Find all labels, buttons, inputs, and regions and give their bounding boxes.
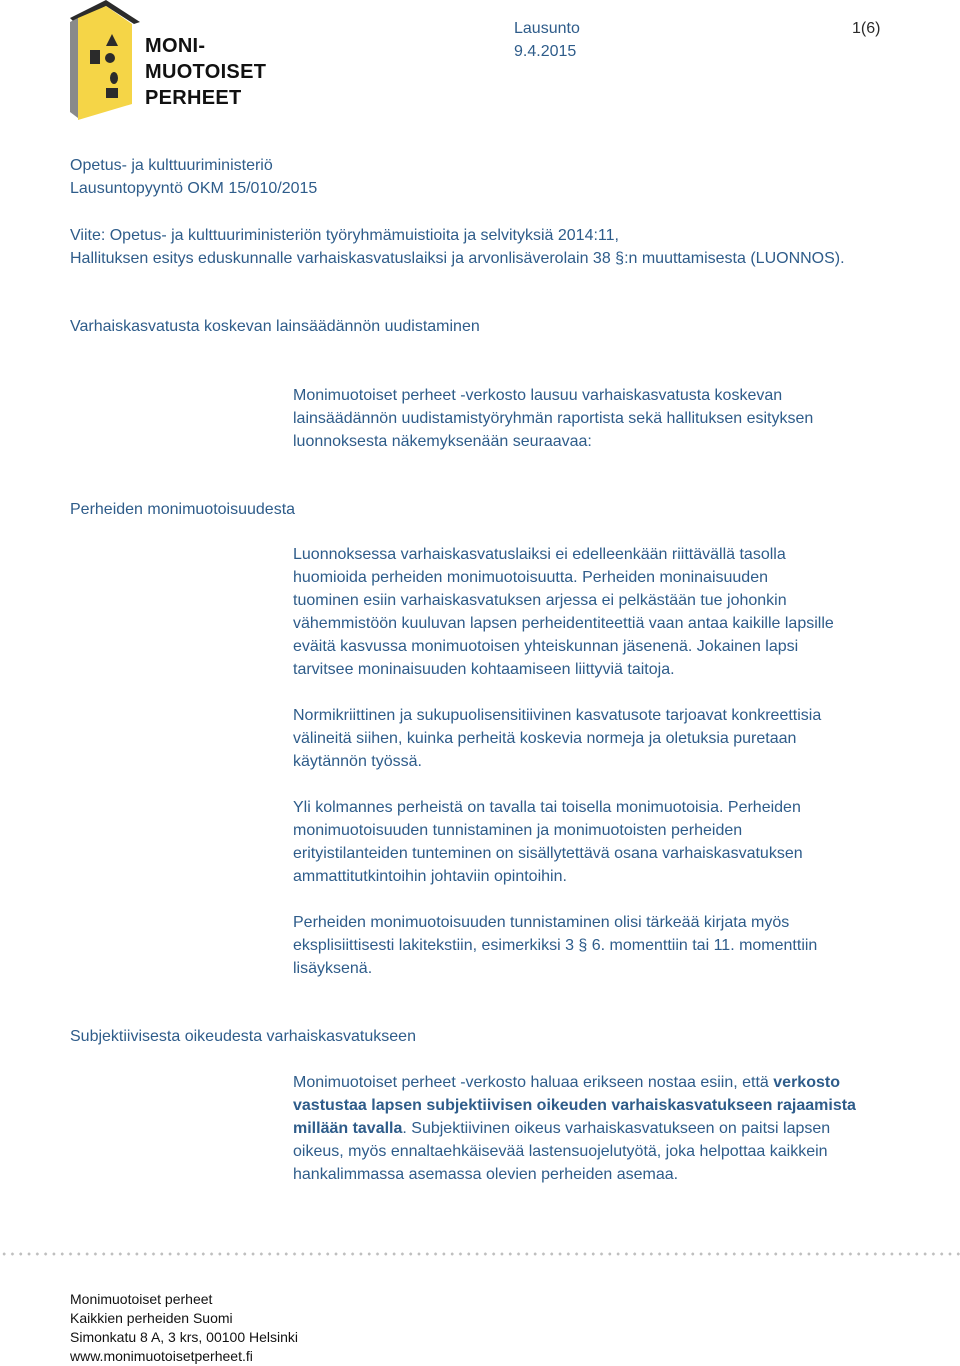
- paragraph-line: [293, 1117, 893, 1140]
- logo-text-line3: PERHEET: [145, 87, 242, 109]
- footer-address: Simonkatu 8 A, 3 krs, 00100 Helsinki: [70, 1329, 299, 1345]
- recipient-line: Lausuntopyyntö OKM 15/010/2015: [70, 180, 318, 197]
- footer-divider: [0, 1252, 960, 1256]
- diversity-paragraph-4: [293, 911, 893, 980]
- text-bold: millään tavalla: [293, 1120, 403, 1137]
- reference-line: Viite: Opetus- ja kulttuuriministeriön työryhmämuistioita ja selvityksiä 2014:11,: [70, 227, 619, 244]
- paragraph-line: huomioida perheiden monimuotoisuutta. Perheiden moninaisuuden: [293, 569, 768, 586]
- paragraph-line: hankalimmassa asemassa olevien perheiden asemaa.: [293, 1166, 679, 1183]
- house-icon: [68, 0, 148, 125]
- subjective-right-paragraph: [293, 1071, 893, 1186]
- paragraph-line: Perheiden monimuotoisuuden tunnistaminen olisi tärkeää kirjata myös: [293, 914, 790, 931]
- document-date: 9.4.2015: [514, 43, 577, 60]
- intro-paragraph: [293, 384, 893, 453]
- organization-logo: [68, 0, 267, 125]
- recipient-line: Opetus- ja kulttuuriministeriö: [70, 157, 273, 174]
- diversity-paragraph-1: [293, 543, 893, 681]
- paragraph-line: käytännön työssä.: [293, 753, 422, 770]
- recipient-block: [70, 154, 317, 200]
- paragraph-line: tuominen esiin varhaiskasvatuksen arjessa ei pelkästään tue johonkin: [293, 592, 787, 609]
- logo-text-line2: MUOTOISET: [145, 61, 267, 83]
- paragraph-line: lainsäädännön uudistamistyöryhmän raportista sekä hallituksen esityksen: [293, 410, 814, 427]
- section-heading-main: Varhaiskasvatusta koskevan lainsäädännön uudistaminen: [70, 318, 480, 335]
- paragraph-line: [293, 1071, 893, 1094]
- footer-website-link[interactable]: www.monimuotoisetperheet.fi: [70, 1348, 253, 1364]
- paragraph-line-bold: vastustaa lapsen subjektiivisen oikeuden varhaiskasvatukseen rajaamista: [293, 1097, 856, 1114]
- paragraph-line: tarvitsee moninaisuuden kohtaamiseen liittyviä taitoja.: [293, 661, 675, 678]
- paragraph-line: ammattitutkintoihin johtaviin opintoihin.: [293, 868, 567, 885]
- paragraph-line: erityistilanteiden tunteminen on sisällytettävä osana varhaiskasvatuksen: [293, 845, 803, 862]
- paragraph-line: luonnoksesta näkemyksenään seuraavaa:: [293, 433, 592, 450]
- page-number: 1(6): [852, 20, 881, 37]
- paragraph-line: välineitä siihen, kuinka perheitä koskevia normeja ja oletuksia puretaan: [293, 730, 797, 747]
- paragraph-line: vähemmistöön kuuluvan lapsen perheidentiteettiä vaan antaa kaikille lapsille: [293, 615, 834, 632]
- document-type: Lausunto: [514, 20, 580, 37]
- reference-block: [70, 224, 845, 270]
- paragraph-line: Luonnoksessa varhaiskasvatuslaiksi ei edelleenkään riittävällä tasolla: [293, 546, 786, 563]
- diversity-paragraph-3: [293, 796, 893, 888]
- footer-slogan: Kaikkien perheiden Suomi: [70, 1310, 233, 1326]
- section-heading-diversity: Perheiden monimuotoisuudesta: [70, 501, 296, 518]
- paragraph-line: lisäyksenä.: [293, 960, 373, 977]
- paragraph-line: monimuotoisuuden tunnistaminen ja monimuotoisten perheiden: [293, 822, 743, 839]
- footer-org-name: Monimuotoiset perheet: [70, 1291, 213, 1307]
- logo-text-line1: MONI-: [145, 35, 206, 57]
- text-normal: Monimuotoiset perheet -verkosto haluaa erikseen nostaa esiin, että: [293, 1074, 774, 1091]
- paragraph-line: Normikriittinen ja sukupuolisensitiivinen kasvatusote tarjoavat konkreettisia: [293, 707, 822, 724]
- reference-line: Hallituksen esitys eduskunnalle varhaiskasvatuslaiksi ja arvonlisäverolain 38 §:n muuttamisesta (LUONNOS).: [70, 250, 845, 267]
- text-normal: . Subjektiivinen oikeus varhaiskasvatukseen on paitsi lapsen: [402, 1120, 831, 1137]
- paragraph-line: Yli kolmannes perheistä on tavalla tai toisella monimuotoisia. Perheiden: [293, 799, 801, 816]
- text-bold: verkosto: [773, 1074, 840, 1091]
- paragraph-line: oikeus, myös ennaltaehkäisevää lastensuojelutyötä, joka helpottaa kaikkein: [293, 1143, 828, 1160]
- footer-contact: [70, 1290, 298, 1366]
- paragraph-line: eväitä kasvussa monimuotoisen yhteiskunnan jäsenenä. Jokainen lapsi: [293, 638, 799, 655]
- paragraph-line: Monimuotoiset perheet -verkosto lausuu varhaiskasvatusta koskevan: [293, 387, 783, 404]
- diversity-paragraph-2: [293, 704, 893, 773]
- paragraph-line: eksplisiittisesti lakitekstiin, esimerkiksi 3 § 6. momenttiin tai 11. momenttiin: [293, 937, 818, 954]
- section-heading-subjective-right: Subjektiivisesta oikeudesta varhaiskasvatukseen: [70, 1028, 416, 1045]
